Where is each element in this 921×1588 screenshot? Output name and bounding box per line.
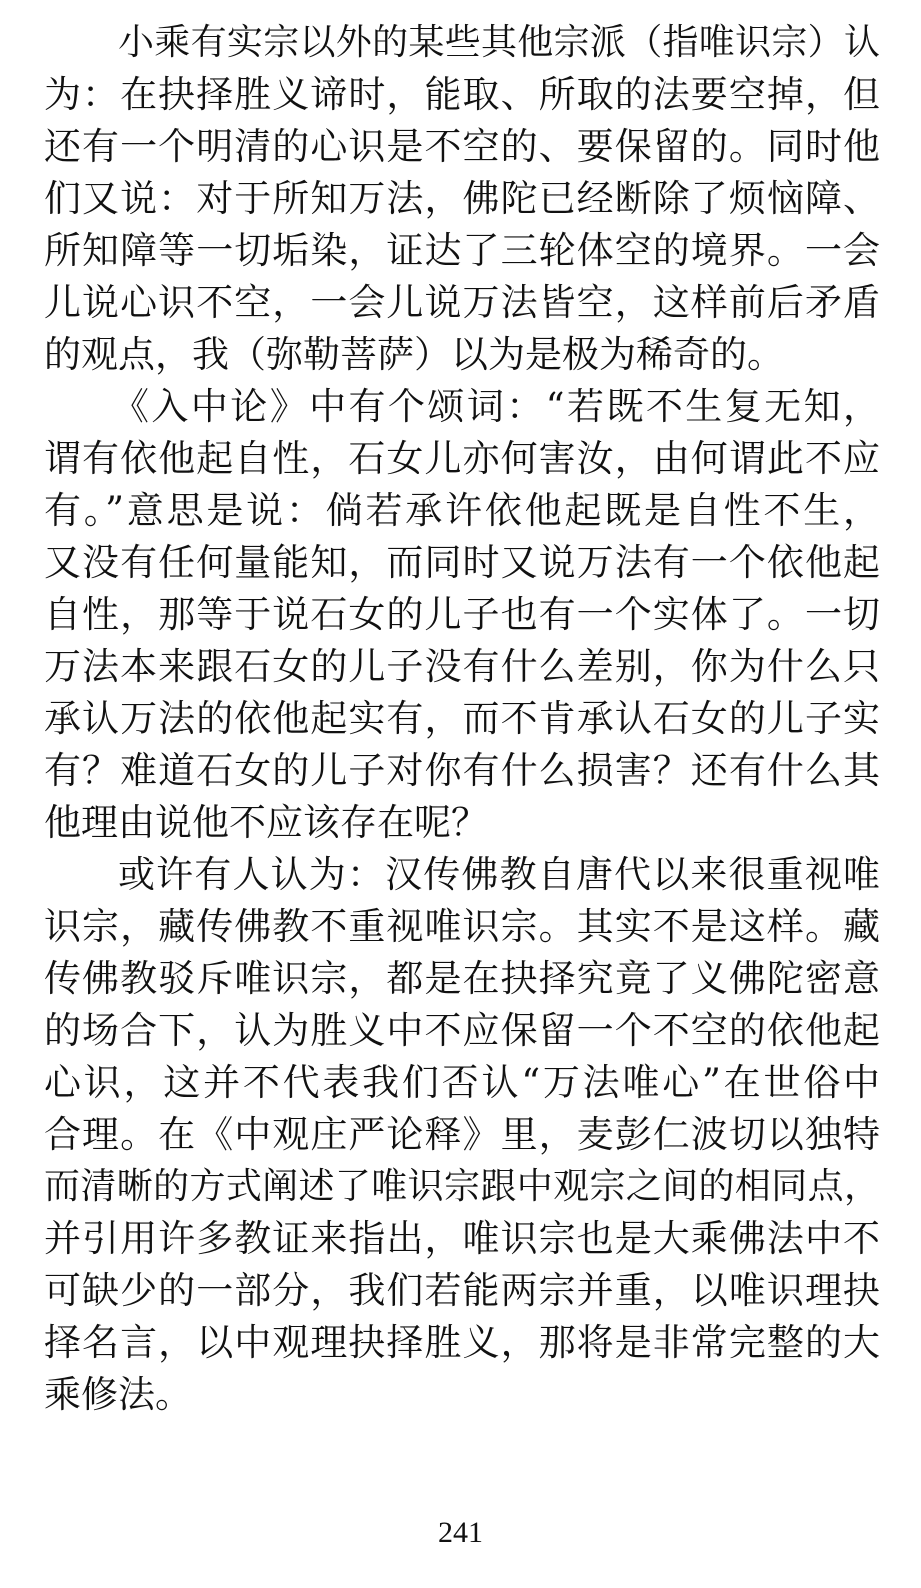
text-line: 传佛教驳斥唯识宗，都是在抉择究竟了义佛陀密意 — [44, 957, 880, 1000]
text-line: 有？难道石女的儿子对你有什么损害？还有什么其 — [44, 749, 880, 792]
text-line: 心识，这并不代表我们否认“万法唯心”在世俗中 — [44, 1061, 880, 1104]
text-line: 合理。在《中观庄严论释》里，麦彭仁波切以独特 — [44, 1113, 880, 1156]
text-line: 又没有任何量能知，而同时又说万法有一个依他起 — [44, 541, 880, 584]
text-line: 为：在抉择胜义谛时，能取、所取的法要空掉，但 — [44, 73, 880, 116]
text-line: 有。”意思是说：倘若承许依他起既是自性不生， — [44, 489, 880, 532]
text-line: 可缺少的一部分，我们若能两宗并重，以唯识理抉 — [44, 1269, 880, 1312]
text-line: 所知障等一切垢染，证达了三轮体空的境界。一会 — [44, 229, 880, 272]
text-line: 的场合下，认为胜义中不应保留一个不空的依他起 — [44, 1009, 880, 1052]
text-line: 而清晰的方式阐述了唯识宗跟中观宗之间的相同点， — [44, 1166, 880, 1207]
text-line: 识宗，藏传佛教不重视唯识宗。其实不是这样。藏 — [44, 905, 880, 948]
text-line: 或许有人认为：汉传佛教自唐代以来很重视唯 — [118, 853, 880, 896]
text-line: 并引用许多教证来指出，唯识宗也是大乘佛法中不 — [44, 1217, 880, 1260]
text-line: 儿说心识不空，一会儿说万法皆空，这样前后矛盾 — [44, 281, 880, 324]
page-number: 241 — [438, 1516, 483, 1549]
text-line: 承认万法的依他起实有，而不肯承认石女的儿子实 — [44, 697, 880, 740]
text-line: 他理由说他不应该存在呢？ — [44, 801, 488, 844]
text-line: 乘修法。 — [44, 1373, 192, 1416]
text-line: 《入中论》中有个颂词：“若既不生复无知， — [112, 385, 880, 428]
text-line: 万法本来跟石女的儿子没有什么差别，你为什么只 — [44, 645, 880, 688]
text-line: 谓有依他起自性，石女儿亦何害汝，由何谓此不应 — [44, 437, 880, 480]
text-line: 还有一个明清的心识是不空的、要保留的。同时他 — [44, 125, 880, 168]
text-line: 小乘有实宗以外的某些其他宗派（指唯识宗）认 — [118, 22, 880, 63]
text-line: 自性，那等于说石女的儿子也有一个实体了。一切 — [44, 593, 880, 636]
text-line: 们又说：对于所知万法，佛陀已经断除了烦恼障、 — [44, 177, 880, 220]
text-line: 的观点，我（弥勒菩萨）以为是极为稀奇的。 — [44, 333, 784, 376]
text-line: 择名言，以中观理抉择胜义，那将是非常完整的大 — [44, 1321, 880, 1364]
